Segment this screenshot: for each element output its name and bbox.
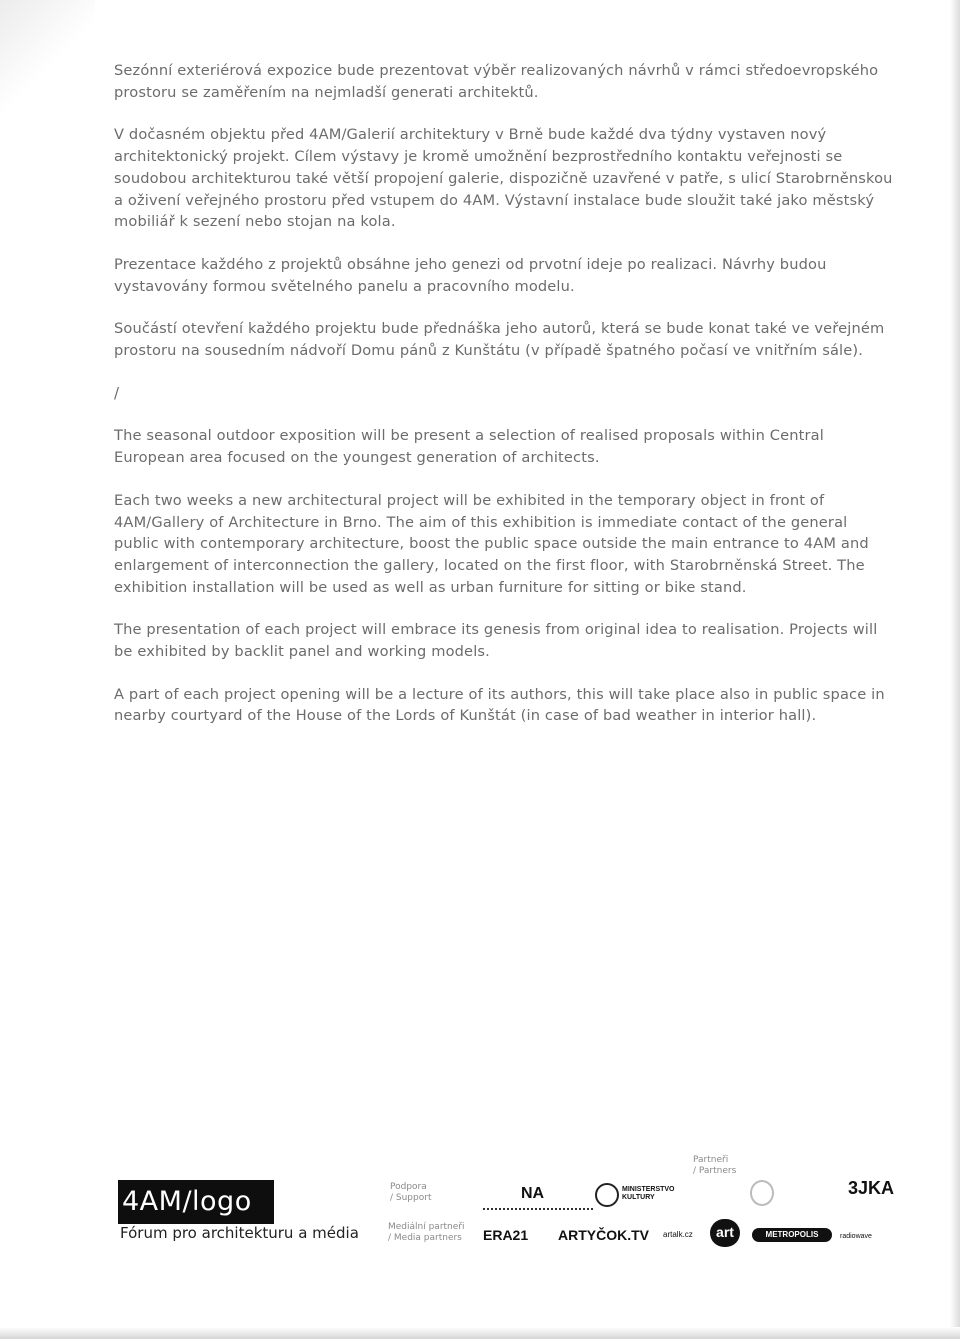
- artycok-logo: ARTYČOK.TV: [558, 1227, 649, 1243]
- document-body: [114, 60, 894, 748]
- paragraph-cz-3: Prezentace každého z projektů obsáhne jeho genezi od prvotní ideje po realizaci. Návrhy budou vystavovány formou světelného panelu a pracovního modelu.: [114, 255, 827, 295]
- art-logo: art: [710, 1219, 740, 1247]
- trojka-logo: 3JKA: [848, 1178, 895, 1198]
- artalk-logo: artalk.cz: [663, 1230, 693, 1239]
- media-partners-label: Mediální partneři / Media partners: [388, 1222, 465, 1243]
- scan-shadow-left: [0, 0, 95, 200]
- na-logo: NA: [521, 1185, 545, 1202]
- paragraph-en-4: A part of each project opening will be a lecture of its authors, this will take place also in public space in nearby courtyard of the House of the Lords of Kunštát (in case of bad weather in interior hall).: [114, 685, 885, 725]
- logo-subtitle: Fórum pro architekturu a média: [120, 1224, 359, 1242]
- era21-logo: ERA21: [483, 1227, 529, 1243]
- paragraph-cz-4: Součástí otevření každého projektu bude přednáška jeho autorů, která se bude konat také ve veřejném prostoru na sousedním nádvoří Domu pánů z Kunštátu (v případě špatného počasí ve vnitřním sále).: [114, 320, 885, 360]
- partner-circle-icon: [750, 1180, 774, 1206]
- dotted-line-left: [483, 1208, 593, 1212]
- language-separator: /: [114, 383, 120, 402]
- paragraph-en-3: The presentation of each project will embrace its genesis from original idea to realisation. Projects will be exhibited by backlit panel and working models.: [114, 621, 878, 661]
- ministry-emblem-icon: [595, 1183, 619, 1207]
- paragraph-en-1: The seasonal outdoor exposition will be present a selection of realised proposals within Central European area focused on the youngest generation of architects.: [114, 427, 824, 467]
- paragraph-cz-1: Sezónní exteriérová expozice bude prezentovat výběr realizovaných návrhů v rámci středoevropského prostoru se zaměřením na nejmladší generati architektů.: [114, 62, 879, 101]
- paragraph-en-2: Each two weeks a new architectural project will be exhibited in the temporary object in front of 4AM/Gallery of Architecture in Brno. The aim of this exhibition is immediate contact of the general public with contemporary architecture, boost the public space outside the main entrance to 4AM and enlargement of interconnection the gallery, located on the first floor, with Starobrněnská Street. The exhibition installation will be used as well as urban furniture for sitting or bike stand.: [114, 491, 869, 596]
- metropolis-logo: METROPOLIS: [752, 1228, 832, 1242]
- scan-shadow-bottom: [0, 1327, 960, 1339]
- radio-logo: radiowave: [840, 1233, 872, 1240]
- partners-label: Partneři / Partners: [693, 1155, 737, 1176]
- support-label: Podpora / Support: [390, 1182, 432, 1203]
- ministry-logo: MINISTERSTVO KULTURY: [622, 1186, 675, 1201]
- 4am-logo: 4AM/logo: [118, 1180, 274, 1224]
- paragraph-cz-2: V dočasném objektu před 4AM/Galerií architektury v Brně bude každé dva týdny vystaven nový architektonický projekt. Cílem výstavy je kromě umožnění bezprostředního kontaktu veřejnosti se soudobou architekturou také větší propojení galerie, dispozičně uzavřené v patře, s ulicí Starobrněnskou a oživení veřejného prostoru před vstupem do 4AM. Výstavní instalace bude sloužit také jako městský mobiliář k sezení nebo stojan na kola.: [114, 126, 893, 231]
- footer: [118, 1150, 898, 1250]
- scan-shadow-right: [950, 0, 960, 1339]
